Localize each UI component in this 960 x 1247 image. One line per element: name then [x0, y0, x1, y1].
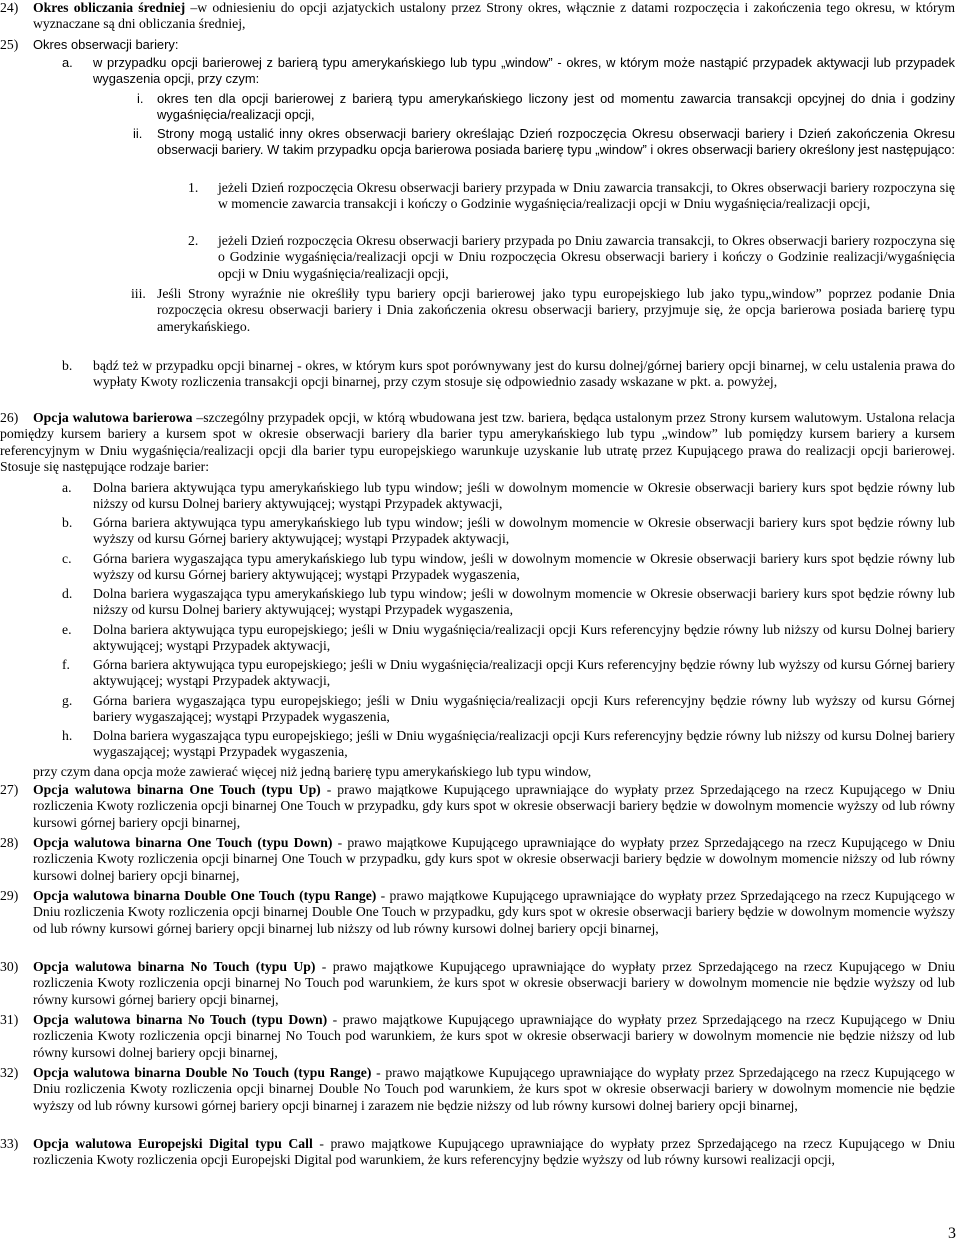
definition-europejski-digital-call: [33, 1136, 955, 1169]
subitem-text: w przypadku opcji barierowej z barierą typu amerykańskiego lub typu „window” - okres, w którym może nastąpić przypadek aktywacji lub przypadek wygaszenia opcji, przy czym:: [93, 55, 955, 87]
item-letter: a.: [62, 55, 73, 70]
definition-term: Opcja walutowa Europejski Digital typu Call: [33, 1136, 313, 1151]
item-letter: d.: [62, 586, 73, 601]
definition-text: - prawo majątkowe Kupującego uprawniające do wypłaty przez Sprzedającego na rzecz Kupującego w Dniu rozliczenia Kwoty rozliczenia opcji binarnej One Touch w przypadku, gdy kurs spot w okresie obserwacji bariery będzie w dowolnym momencie niższy od lub równy kursowi dolnej bariery opcji binarnej,: [33, 835, 955, 883]
item-number: 32): [0, 1065, 19, 1080]
item-number: 26): [0, 410, 19, 425]
item-number: 29): [0, 888, 19, 903]
barrier-type-text: Górna bariera aktywująca typu europejskiego; jeśli w Dniu wygaśnięcia/realizacji opcji Kurs referencyjny będzie równy lub wyższy od kursu Górnej bariery aktywującej; wystąpi Przypadek aktywacji,: [93, 657, 955, 689]
definition-term: Opcja walutowa binarna Double No Touch (typu Range): [33, 1065, 372, 1080]
item-letter: e.: [62, 622, 72, 637]
barrier-type-text: Dolna bariera wygaszająca typu amerykańskiego lub typu window; jeśli w dowolnym momencie w Okresie obserwacji bariery kurs spot będzie równy lub niższy od kursu Dolnej bariery aktywującej; wystąpi Przypadek wygaszenia,: [93, 586, 955, 618]
definition-text: - prawo majątkowe Kupującego uprawniające do wypłaty przez Sprzedającego na rzecz Kupującego w Dniu rozliczenia Kwoty rozliczenia opcji Europejski Digital pod warunkiem, że kurs referencyjny będzie wyższy od lub równy kursowi realizacji opcji,: [33, 1136, 956, 1168]
definition-text: - prawo majątkowe Kupującego uprawniające do wypłaty przez Sprzedającego na rzecz Kupującego w Dniu rozliczenia Kwoty rozliczenia opcji binarnej No Touch pod warunkiem, że kurs spot w okresie obserwacji bariery w dowolnym momencie nie będzie wyższy od lub równy kursowi górnej bariery opcji binarnej,: [33, 959, 955, 1007]
item-number: 33): [0, 1136, 19, 1151]
definition-term: Okres obliczania średniej: [33, 0, 186, 15]
definition-no-touch-down: [33, 1012, 955, 1061]
subitem-text: jeżeli Dzień rozpoczęcia Okresu obserwacji bariery przypada po Dniu zawarcia transakcji, to Okres obserwacji bariery rozpoczyna się o Godzinie wygaśnięcia/realizacji opcji w Dniu rozpoczęcia Okresu obserwacji bariery i kończy o Godzinie realizacji/wygaśnięcia opcji w Dniu wygaśnięcia/realizacji opcji,: [218, 233, 955, 281]
definition-okres-obliczania-sredniej: [33, 0, 955, 33]
definition-text: - prawo majątkowe Kupującego uprawniające do wypłaty przez Sprzedającego na rzecz Kupującego w Dniu rozliczenia Kwoty rozliczenia opcji binarnej Double No Touch pod warunkiem, że kurs spot w okresie obserwacji bariery w dowolnym momencie nie będzie wyższy od lub równy kursowi górnej bariery opcji binarnej i zarazem nie będzie niższy od lub równy kursowi dolnej bariery opcji binarnej,: [33, 1065, 956, 1113]
definition-one-touch-up: [33, 782, 955, 831]
item-roman: iii.: [131, 286, 146, 301]
barrier-type-text: Górna bariera wygaszająca typu europejskiego; jeśli w Dniu wygaśnięcia/realizacji opcji Kurs referencyjny będzie równy lub wyższy od kursu Górnej bariery wygaszającej; wystąpi Przypadek wygaszenia,: [93, 693, 955, 725]
barrier-type-text: Górna bariera wygaszająca typu amerykańskiego lub typu window, jeśli w dowolnym momencie w Okresie obserwacji bariery kurs spot będzie równy lub wyższy od kursu Górnej bariery aktywującej; wystąpi Przypadek wygaszenia,: [93, 551, 955, 583]
definition-text: - prawo majątkowe Kupującego uprawniające do wypłaty przez Sprzedającego na rzecz Kupującego w Dniu rozliczenia Kwoty rozliczenia opcji binarnej One Touch w przypadku, gdy kurs spot w okresie obserwacji bariery będzie w dowolnym momencie wyższy od lub równy kursowi górnej bariery opcji binarnej,: [33, 782, 955, 830]
definition-text: –w odniesieniu do opcji azjatyckich ustalony przez Strony okres, włącznie z datami rozpoczęcia i zakończenia tego okresu, w którym wyznaczane są dni obliczania średniej,: [33, 0, 956, 32]
item-letter: g.: [62, 693, 73, 708]
item-number: 30): [0, 959, 19, 974]
definition-term: Opcja walutowa binarna No Touch (typu Down): [33, 1012, 328, 1027]
definition-text: - prawo majątkowe Kupującego uprawniające do wypłaty przez Sprzedającego na rzecz Kupującego w Dniu rozliczenia Kwoty rozliczenia opcji binarnej No Touch pod warunkiem, że kurs spot w okresie obserwacji bariery w dowolnym momencie nie będzie niższy od lub równy kursowi dolnej bariery opcji binarnej,: [33, 1012, 955, 1060]
item-number: 31): [0, 1012, 19, 1027]
barrier-type-text: Dolna bariera aktywująca typu amerykańskiego lub typu window; jeśli w dowolnym momencie w Okresie obserwacji bariery kurs spot będzie równy lub niższy od kursu Dolnej bariery aktywującej; wystąpi Przypadek aktywacji,: [93, 480, 955, 512]
item-letter: b.: [62, 358, 73, 373]
item-letter: b.: [62, 515, 73, 530]
item-roman: i.: [137, 91, 144, 106]
definition-term: Opcja walutowa binarna One Touch (typu Down): [33, 835, 333, 850]
barrier-type-text: Dolna bariera aktywująca typu europejskiego; jeśli w Dniu wygaśnięcia/realizacji opcji Kurs referencyjny będzie równy lub niższy od kursu Dolnej bariery aktywującej; wystąpi Przypadek aktywacji,: [93, 622, 955, 654]
definition-opcja-walutowa-barierowa: [0, 410, 955, 476]
barrier-type-text: Górna bariera aktywująca typu amerykańskiego lub typu window; jeśli w dowolnym momencie w Okresie obserwacji bariery kurs spot będzie równy lub wyższy od kursu Górnej bariery aktywującej; wystąpi Przypadek aktywacji,: [93, 515, 955, 547]
item-number: 1.: [188, 180, 199, 195]
definition-okres-obserwacji-bariery: Okres obserwacji bariery:: [33, 37, 179, 52]
item-number: 2.: [188, 233, 199, 248]
subitem-text: Strony mogą ustalić inny okres obserwacji bariery określając Dzień rozpoczęcia Okresu obserwacji bariery i Dzień zakończenia Okresu obserwacji bariery. W takim przypadku opcja barierowa posiada barierę typu „window” i okres obserwacji bariery określony jest następująco:: [157, 126, 955, 158]
item-number: 25): [0, 37, 19, 52]
item-roman: ii.: [133, 126, 143, 141]
subitem-text: okres ten dla opcji barierowej z barierą typu amerykańskiego liczony jest od momentu zawarcia transakcji opcyjnej do dnia i godziny wygaśnięcia/realizacji opcji,: [157, 91, 955, 123]
definition-term: Opcja walutowa binarna No Touch (typu Up): [33, 959, 316, 974]
subitem-text: jeżeli Dzień rozpoczęcia Okresu obserwacji bariery przypada w Dniu zawarcia transakcji, to Okres obserwacji bariery rozpoczyna się w momencie zawarcia transakcji i kończy o Godzinie wygaśnięcia/realizacji opcji w Dniu wygaśnięcia/realizacji opcji,: [218, 180, 955, 212]
definition-double-no-touch: [33, 1065, 955, 1114]
item-number: 27): [0, 782, 19, 797]
definition-one-touch-down: [33, 835, 955, 884]
item-number: 28): [0, 835, 19, 850]
subitem-text: Jeśli Strony wyraźnie nie określiły typu bariery opcji barierowej jako typu europejskiego lub jako typu„window” poprzez podanie Dnia rozpoczęcia okresu obserwacji bariery i Dnia zakończenia okresu obserwacji bariery, przyjmuje się, że opcja barierowa posiada barierę typu amerykańskiego.: [157, 286, 955, 334]
page-number: 3: [948, 1225, 956, 1242]
definition-term: Opcja walutowa binarna Double One Touch (typu Range): [33, 888, 377, 903]
definition-text: –szczególny przypadek opcji, w którą wbudowana jest tzw. bariera, będąca ustalonym przez Strony kursem walutowym. Ustalona relacja pomiędzy kursem bariery a kursem spot w okresie obserwacji bariery dla barier typu amerykańskiego lub typu „window” lub pomiędzy kursem bariery a kursem referencyjnym w Dniu wygaśnięcia/realizacji opcji dla barier typu europejskiego warunkuje uzyskanie lub utratę przez Kupującego prawa do realizacji opcji barierowej. Stosuje się następujące rodzaje barier:: [0, 410, 955, 475]
item-letter: f.: [62, 657, 70, 672]
barrier-type-text: Dolna bariera wygaszająca typu europejskiego; jeśli w Dniu wygaśnięcia/realizacji opcji Kurs referencyjny będzie równy lub niższy od kursu Dolnej bariery wygaszającej; wystąpi Przypadek wygaszenia,: [93, 728, 955, 760]
definition-double-one-touch: [33, 888, 955, 937]
subitem-text: bądź też w przypadku opcji binarnej - okres, w którym kurs spot porównywany jest do kursu dolnej/górnej bariery opcji binarnej, w celu ustalenia prawa do wypłaty Kwoty rozliczenia transakcji opcji binarnej, przy czym stosuje się odpowiednio zasady wskazane w pkt. a. powyżej,: [93, 358, 955, 390]
item-letter: c.: [62, 551, 72, 566]
barrier-note: przy czym dana opcja może zawierać więcej niż jedną barierę typu amerykańskiego lub typu window,: [33, 764, 592, 779]
item-letter: a.: [62, 480, 72, 495]
definition-text: - prawo majątkowe Kupującego uprawniające do wypłaty przez Sprzedającego na rzecz Kupującego w Dniu rozliczenia Kwoty rozliczenia opcji binarnej Double One Touch w przypadku, gdy kurs spot w okresie obserwacji bariery będzie w dowolnym momencie wyższy od lub równy kursowi górnej bariery opcji binarnej lub niższy od lub równy kursowi dolnej bariery opcji binarnej,: [33, 888, 955, 936]
definition-term: Opcja walutowa barierowa: [33, 410, 193, 425]
definition-term: Opcja walutowa binarna One Touch (typu Up): [33, 782, 321, 797]
item-letter: h.: [62, 728, 73, 743]
item-number: 24): [0, 0, 19, 15]
definition-no-touch-up: [33, 959, 955, 1008]
